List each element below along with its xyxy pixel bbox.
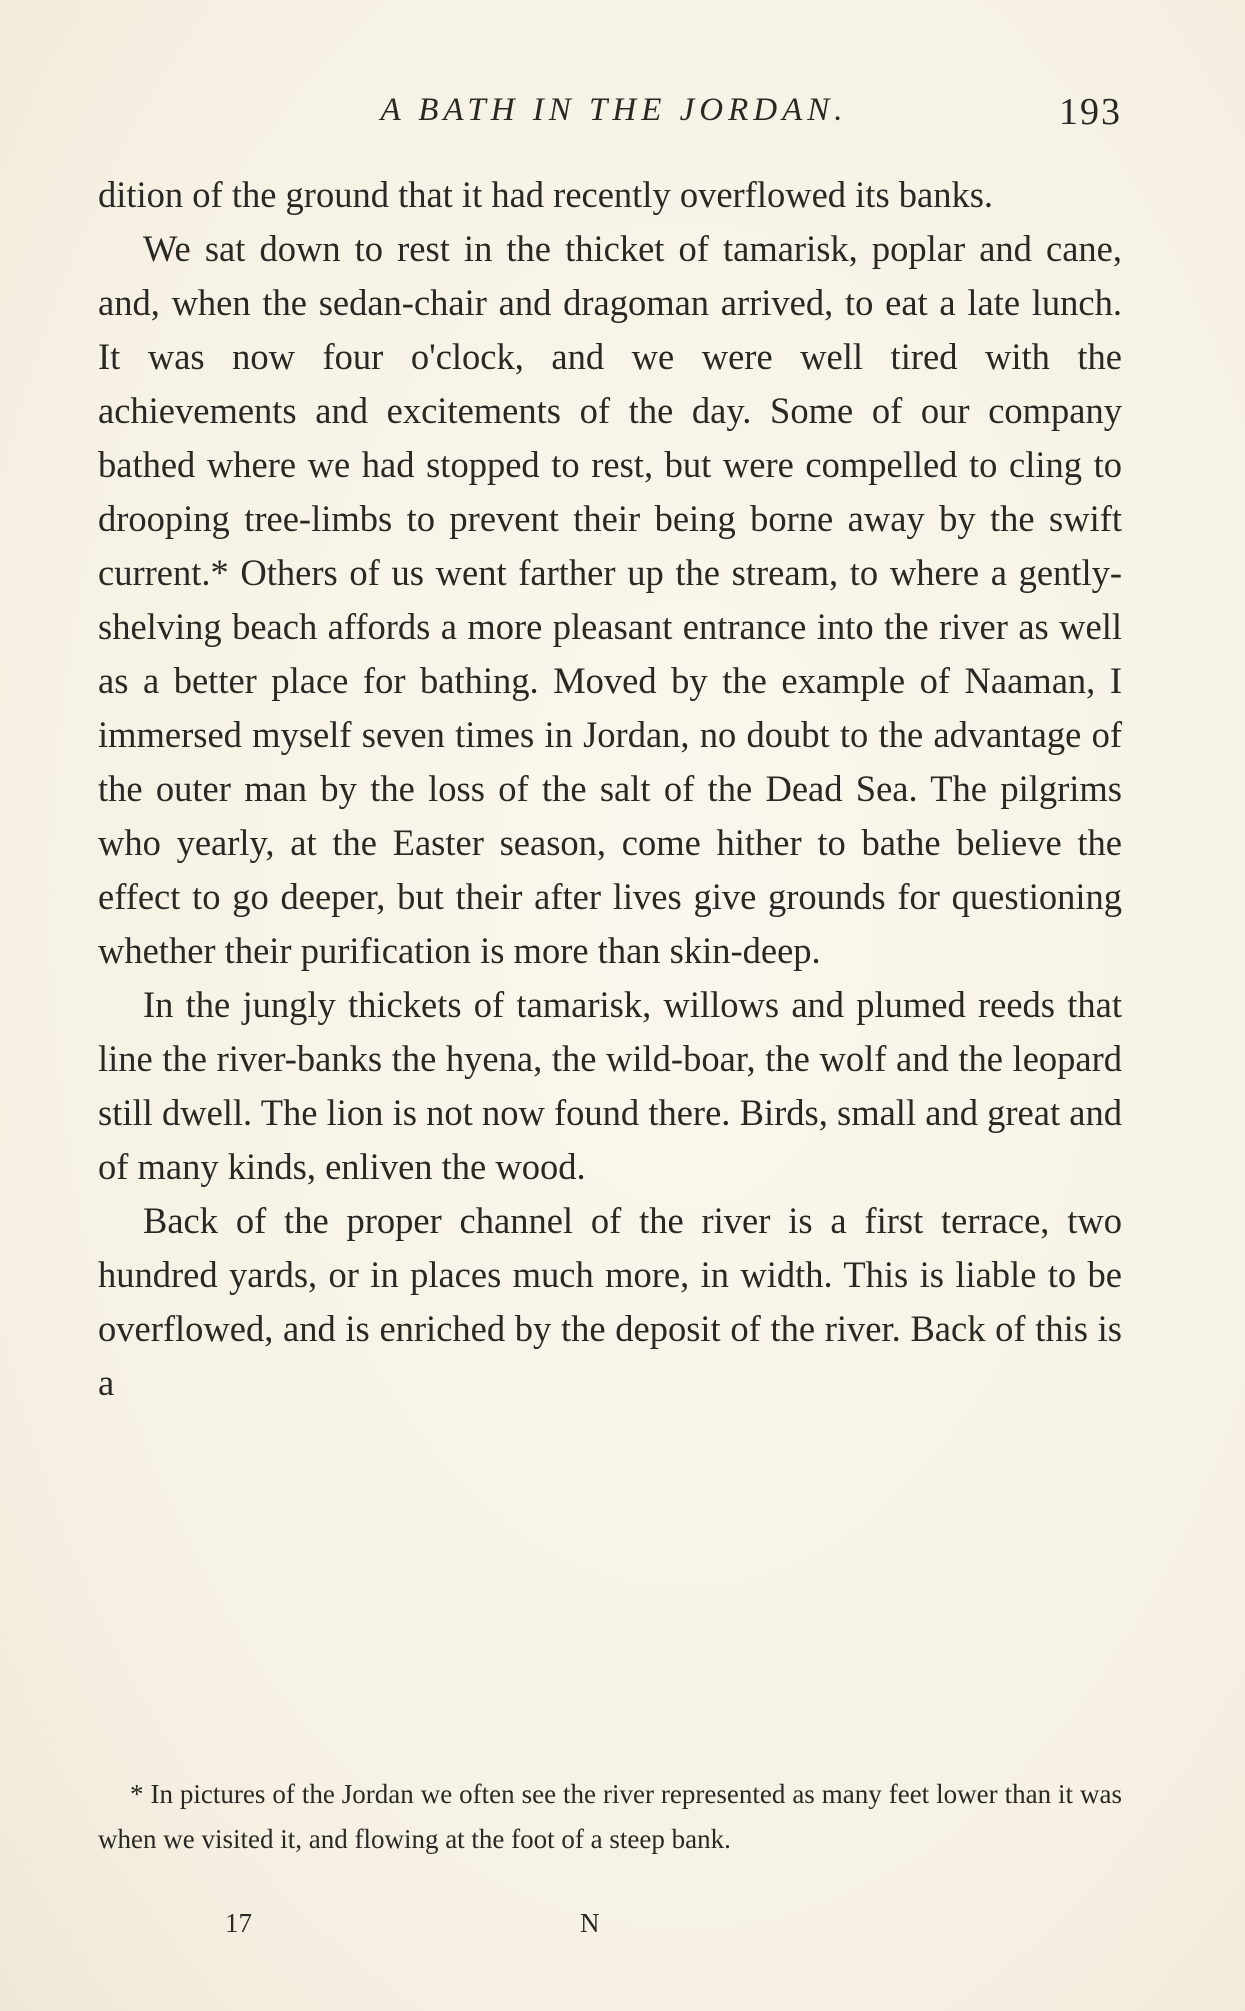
page-number: 193 bbox=[1059, 91, 1122, 133]
body-text bbox=[98, 168, 1122, 1410]
footnote-text: * In pictures of the Jordan we often see the river represented as many feet lower than it was when we visited it, and flowing at the foot of a steep bank. bbox=[98, 1779, 1122, 1854]
paragraph-rest-and-bathing: We sat down to rest in the thicket of tamarisk, poplar and cane, and, when the sedan-chair and dragoman arrived, to eat a late lunch. It was now four o'clock, and we were well tired with the achievements and excitements of the day. Some of our company bathed where we had stopped to rest, but were compelled to cling to drooping tree-limbs to prevent their being borne away by the swift current.* Others of us went farther up the stream, to where a gently-shelving beach affords a more pleasant entrance into the river as well as a better place for bathing. Moved by the example of Naaman, I immersed myself seven times in Jordan, no doubt to the advantage of the outer man by the loss of the salt of the Dead Sea. The pilgrims who yearly, at the Easter season, come hither to bathe believe the effect to go deeper, but their after lives give grounds for questioning whether their purification is more than skin-deep. bbox=[98, 228, 1122, 971]
signature-mark: N bbox=[580, 1908, 600, 1938]
paragraph-terrace: Back of the proper channel of the river is a first terrace, two hundred yards, or in places much more, in width. This is liable to be overflowed, and is enriched by the deposit of the river. Back of this is a bbox=[98, 1200, 1122, 1403]
running-title: A BATH IN THE JORDAN. bbox=[380, 92, 848, 128]
sheet-number: 17 bbox=[225, 1908, 252, 1938]
paragraph-thickets-wildlife: In the jungly thickets of tamarisk, willows and plumed reeds that line the river-banks the hyena, the wild-boar, the wolf and the leopard still dwell. The lion is not now found there. Birds, small and great and of many kinds, enliven the wood. bbox=[98, 984, 1122, 1187]
printer-signature-row bbox=[225, 1908, 725, 1948]
footnote bbox=[98, 1772, 1122, 1862]
running-head bbox=[96, 92, 1122, 140]
paragraph-continued: dition of the ground that it had recently overflowed its banks. bbox=[98, 174, 994, 215]
